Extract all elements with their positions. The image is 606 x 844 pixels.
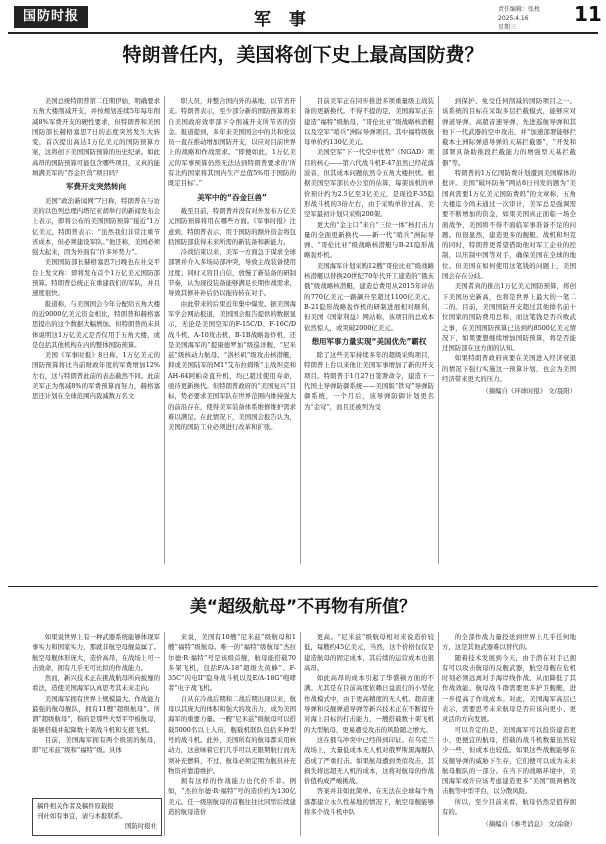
paragraph: 更高。“尼米兹”级航母相对来说造价较低，每艘约45亿美元，当然，这个价格仅仅是建造航母的固定成本，其后续的运营成本也很高昂。 <box>304 633 434 672</box>
article1-col2 <box>168 96 296 564</box>
page-header <box>0 0 606 32</box>
article2-col4 <box>442 632 576 838</box>
article-separator <box>8 586 598 587</box>
paragraph: 美国国防部长赫格塞思7日晚也在社交平台上发文称：即将发布首个1万亿美元国防部预算。特朗普总统正在重建我们的军队，并且速度很快。 <box>32 258 160 298</box>
paragraph: 冷战结束以来，美军一方面急于谋求全球部署并介入多场局部冲突，导致主战装备使用过度；同时又盲目自信，放慢了新装备的研制节奏，认为现役装备能够满足长期作战需求，导致其修补补后仍以拖待转在对手。 <box>168 248 296 298</box>
paragraph: 如果特朗普政府真要在美国进入经济衰退的情况下强行实施这一预算计划，也会为美国经济带来更大的压力。 <box>442 354 576 384</box>
editor-line: 责任编辑：张枚 <box>498 6 541 13</box>
paragraph: 如果说世界上有一种武器系统能够体现军事实力和国家实力，那就非航空母舰莫属了。航空母舰体形庞大，造价高昂，在战场上可一击致命，拥有几乎无可比拟的作战能力。 <box>32 633 160 672</box>
page-number: 11 <box>574 2 602 26</box>
paragraph: 报道称，与美国国会今年分配给五角大楼的近9000亿美元资金相比，特朗普和赫格塞思提出的这个数据大幅增加。但特朗普尚未具体说明这1万亿美元是否仅用于五角大楼，或是包括其他机构在内的整体国防预算。 <box>32 299 160 349</box>
article1-source: （摘编自《环球时报》 文/晨阳） <box>482 387 576 396</box>
notice-line: 刊社如有事宜，请与本报联系。 <box>37 812 127 820</box>
date-line: 2025.4.16 <box>498 15 529 22</box>
paragraph: 除了这些美军持续多年的超级采购项目，特朗普上台以来他让美国军事增加了新的开支项目。特朗普于1月27日签署命令，建造下一代国土导弹防御系统——美国版“铁穹”导弹防御系统，一个月后，该导弹防御计划更名为“金穹”，而且还被列为受 <box>304 351 434 411</box>
paragraph: 美国者真的推出1万亿美元国防预算，将创下美国历史新高，也将是世界上最大的一笔二二的。目前，美国国防开支超过其他排名前十位国家的国防费用总和，而这笔钱是否兵败武之事，在美国国防预算已达到约8500亿美元情况下，如果要想继续增加国防预算，将是否能过国防部在这方面的认知。 <box>442 282 576 353</box>
header-rule <box>8 32 598 34</box>
article1-col1 <box>32 96 160 564</box>
column-divider <box>438 96 439 564</box>
column-divider <box>438 632 439 836</box>
subheading: 美军中的“吞金巨兽” <box>197 192 267 202</box>
newspaper-logo: 国防时报 <box>14 6 88 28</box>
article1-col3 <box>304 96 434 564</box>
paragraph: 自从在冷战后期和二战后期出现以来，航母以其庞大的体积和强大的攻击力，成为美国海军的重要力量。一艘“尼米兹”级航母可以搭载5000名以上人员，舰载机联队包括多种型号的战斗机。此外，美国所有的航母都采用核动力，这意味着它们几乎可以无限期航行而无须补充燃料，不过，航母必须定期为舰员补充物资并靠港维护。 <box>168 694 296 775</box>
article1-col4 <box>442 96 576 578</box>
paragraph: 美国空军“下一代空中优势”（NGAD）项目的核心——第六代战斗机F-47虽然已经花落波音，但其成本问题依然令五角大楼担忧。根据美国空军部长办公室的估算，每架该机的单价预计约为2.5亿至3亿美元，是现役F-35隐形战斗机的3倍左右，由于采购单价过高，美空军最初计划只采购200架。 <box>304 148 434 219</box>
article2-col2 <box>168 632 296 838</box>
paragraph: 来说，美国有10艘“尼米兹”级航母和1艘“福特”级航母。唯一的“福特”级航母“杰拉尔德·R·福特”号是该级首舰，航母能搭载70多架飞机，包括F/A-18“超级大黄蜂”、F-35C“闪电II”隐身战斗机以及E/A-18G“咆哮者”电子战飞机。 <box>168 633 296 693</box>
paragraph: 美国“政治新闻网”7日称，特朗普在与访美的以色列总理内塔尼亚胡举行的新闻发布会上表示，即将公布的美国国防预算“接近”1万亿美元，特朗普表示：“虽然我们非常注重节省成本，但必须建设军队。”他还称，美国必须强大起来，因为外面有“许多坏势力”。 <box>32 196 160 257</box>
subheading: 想用军事力量实现“美国优先”霸权 <box>311 336 427 346</box>
paragraph: 美国海军计划采购12艘“哥伦比亚”级战略核潜艇以替换20世纪70年代开工建造的“俄亥俄”级战略核潜艇，建造总费用从2015年评估的770亿美元一路飙升至超过1100亿美元。B-21隐形战略轰炸机的研制进展相对顺利，但美国《国家利益》网站称，该项目的总成本依然惊人，或突破2000亿美元。 <box>304 261 434 332</box>
article2-col3 <box>304 632 434 838</box>
article1-title: 特朗普任内，美国将创下史上最高国防费？ <box>122 44 484 66</box>
paragraph: 更大的“金主口”来自“三位一体”核打击力量的全面更新换代——新一代“哨兵”洲际导弹、“哥伦比亚”级战略核潜艇与B-21隐形战略轰炸机。 <box>304 220 434 260</box>
paragraph: 美国海军拥有世界上规模最大、作战能力最强的航母舰队，拥有11艘“超级航母”。所谓“超级航母”，指的是那些大型平甲板航母，能够搭载并起降数十架战斗机和支援飞机。 <box>32 694 160 734</box>
column-divider <box>300 96 301 564</box>
paragraph: 这在俄乌冲突中已经得到印证。在乌克兰战场上，大量低成本无人机对俄罗斯黑海舰队造成了严重打击。如果航母遭到类似攻击，其损失将远超无人机的成本，这将对航母的作战价值构成严峻挑战。 <box>304 735 434 786</box>
paragraph: 所以，至少目前来看，航母仍然是值得拥有的。 <box>442 797 576 817</box>
section-title: 军 事 <box>254 10 312 30</box>
article2-title: 美“超级航母”不再物有所值？ <box>189 597 417 617</box>
article2-source: （摘编自《参考消息》 文/涂晓） <box>482 820 576 829</box>
column-divider <box>164 96 165 564</box>
notice-line: 稿件相关作者及稿件原载报 <box>37 802 114 810</box>
paragraph: 拥有这样的作战能力也代价不菲。例如，“杰拉尔德·R·福特”号的造价约为130亿美元。任一级别航母的首舰往往比同型后续建造的航母造价 <box>168 777 296 817</box>
paragraph: 职人员，并整合国内外的基地，以节省开支。特朗普表示，至少部分新的国防预算将来自美国政府效率部下令削减开支所节省的资金。报道提到，多年来美国国会中的共和党议员一直在推动增加国防开支，以应对目前世界上的战略和作战需求。“即便如此，1万亿美元的军事预算仍然无法达到特朗普要求的‘所有北约国家将其国内生产总值5%用于国防的既定目标’。” <box>168 97 296 188</box>
notice-signature: 国防时报社 <box>125 822 157 830</box>
weekday-line: 星期三 <box>498 24 517 31</box>
paragraph: 可以肯定的是，美国海军可以投资建造更小、更便宜的航母，搭载的战斗机数量虽然较少一些，但成本也较低。如果这些战舰能够在反舰导弹的威胁下生存，它们便可以成为未来航母舰队的一部分。在当下的战略环境中，美国海军或许应该考虑建造更多“美国”级两栖攻击舰等中型平台，以分散风险。 <box>442 725 576 796</box>
paragraph: 目前美军正在同步推进多项重量级主战装备的更新换代。不得不提的是，美国海军正在建造“福特”级航母、“哥伦比亚”级战略核潜艇以及空军“哨兵”洲际导弹项目。其中福特级航母单价约130亿美元。 <box>304 97 434 147</box>
paragraph: 的全部作战力量投送到世界上几乎任何地方，这是其他武器难以替代的。 <box>442 633 576 652</box>
issue-meta <box>498 5 540 32</box>
paragraph: 美国《军事时报》8日称，1万亿美元的国防预算将比当前财政年度的军费增加12%左右，这与特朗普此前的表态截然不同。此前美军正为削减8%的军费预算而努力，赫格塞思还计划在全球范围内裁减数万名文 <box>32 351 160 401</box>
paragraph: 到保护、免受任何削减的国防项目之一。该系统的目标在采取多层拦截模式，能够应对弹道导弹、高超音速导弹、先进巡航导弹和其他下一代武器的空中攻击，并“加速部署能够拦截本土洲际弹道导弹的天基拦截器”，“开发和部署具备助推段拦截能力的增强型天基拦截器”等。 <box>442 97 576 167</box>
paragraph: 随着技术发展到今天，由于潜在对手已拥有可以攻击航母的反舰武器，航空母舰在危机时刻必须远离对手海岸线作战，从而降低了其作战效能。航母战斗群需要更多护卫舰艇，进一步提高了作战成本。对此，美国海军高层已表示，需要思考未来航母是否应该向更小、更灵活的方向发展。 <box>442 653 576 724</box>
paragraph: 答案并非如此简单。在无法在全球每个角落都建立永久性基地的情况下，航空母舰能够将多个战斗机中队 <box>304 787 434 817</box>
paragraph: 由此带来的后果近年集中爆发。据美国海军学会网站报道，美国国会报告提供的数据显示，无论是美国空军的F-15C/D、F-16C/D战斗机、A-10攻击机、B-1B战略轰炸机，还是美国海军的“提康德罗加”级巡洋舰、“尼米兹”级核动力航母、“洛杉矶”级攻击核潜艇，抑或美国陆军的M1“艾布拉姆斯”主战坦克和AH-64阿帕奇直升机，均已超过使用寿命，亟待更新换代。但特朗普政府的“美国复兴”目标，势必要求美国军队在世界范围内维持强大的前沿存在，使得美军装备体系维修维护需求难以满足。在此情况下，美国国会报告认为，美国的国防工业必须进行改革和扩张。 <box>168 299 296 432</box>
column-divider <box>300 632 301 836</box>
paragraph: 截至目前，特朗普并没有对外发布万亿美元国防预算将用在哪些方面。《军事时报》注意到，特朗普表示，用于国防的额外资金将包括国防部获得未来所需的新装备和新能力。 <box>168 206 296 246</box>
paragraph: 特朗普的1万亿国防费计划遭到美国媒体的批评。美国“破坏防务”网站8日刊发的题为“美国真需要1万亿美元国防费吗”的文章称，五角大楼迄今尚未通过一次审计，美军总是强调需要不断增加的资金，如果美国真正面临一场全面战争，美国将不得不面临军事准备不足的问题。但很显然，建造更多的舰艇、战机和坦克的同时，特朗普更希望借助他对军工企业的控制，以压制中国等对手，确保美国在全球的地位。但美国在如何使用这笔钱的问题上，美国国会存在分歧。 <box>442 169 576 281</box>
paragraph: 然而，新兴技术正在挑战航母所向披靡的看法，造使美国海军认真思考其未来走向。 <box>32 674 160 693</box>
subheading: 军费开支突然转向 <box>66 182 126 192</box>
copyright-notice-box <box>32 798 162 836</box>
paragraph: 美国总统特朗普第二任期伊始，明确要求五角大楼削减开支，并按规划连续5年每年削减8%军费开支的硬性要求，但特朗普和美国国防部长赫格塞思7日的态度突然发生大转变，首次提出高达1万亿美元的国防预算方案，这将创下美国国防预算的历史纪录。如此高昂的国防预算可能包含哪些项目，又真的能填满美军的“吞金巨兽”项目吗？ <box>32 97 160 178</box>
column-divider <box>164 632 165 836</box>
article2-col1 <box>32 632 160 794</box>
paragraph: 如此高昂的成本引起了华盛顿方面的不满。尤其是在目前高度依赖日益流行的小型化作战模式中，由于更高精度的无人机、超音速导弹和反舰弹道导弹等新兴技术正在不断提升对海上目标的打击能力，一艘搭载数十架飞机的大型航母，更易遭受攻击的风险随之增大。 <box>304 674 434 734</box>
paragraph: 目前，美国海军拥有两个级别的航母，即“尼米兹”级和“福特”级。具体 <box>32 735 160 755</box>
